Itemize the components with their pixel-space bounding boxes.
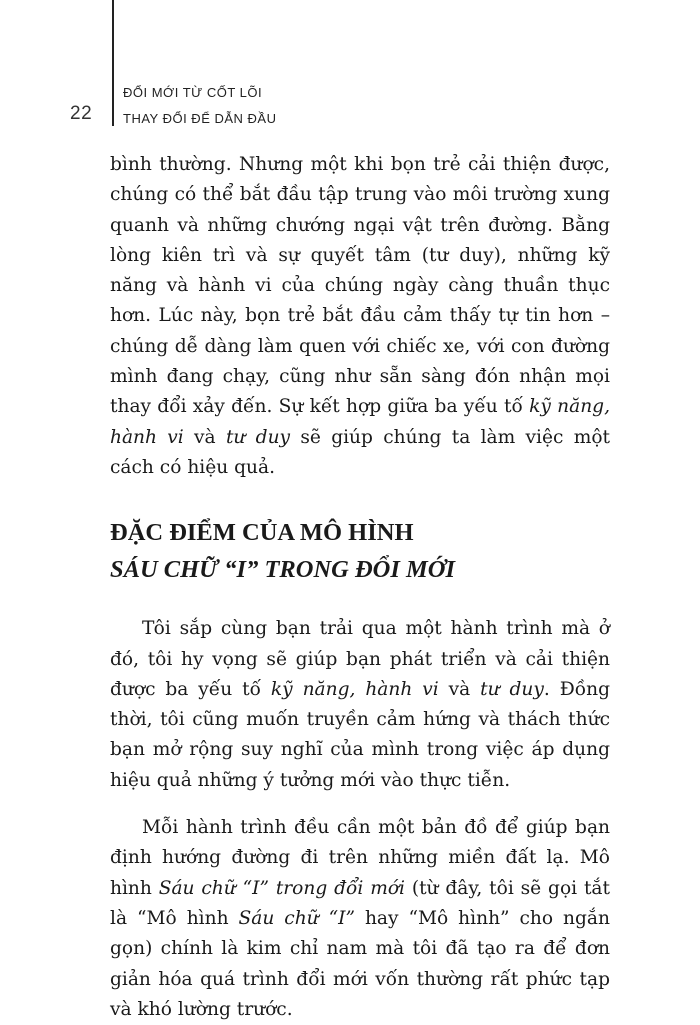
paragraph-1-text-3: sẽ giúp chúng ta làm việc một cách có hiệu quả. — [110, 426, 610, 478]
paragraph-2-text-2: và — [438, 678, 481, 700]
paragraph-1-italic-2: tư duy — [225, 426, 291, 448]
paragraph-2-text-3: . Đồng thời, tôi cũng muốn truyền cảm hứng và thách thức bạn mở rộng suy nghĩ của mình trong việc áp dụng hiệu quả những ý tưởng mới vào thực tiễn. — [110, 678, 610, 791]
paragraph-1-text-1: bình thường. Nhưng một khi bọn trẻ cải thiện được, chúng có thể bắt đầu tập trung vào môi trường xung quanh và những chướng ngại vật trên đường. Bằng lòng kiên trì và sự quyết tâm (tư duy), những kỹ năng và hành vi của chúng ngày càng thuần thục hơn. Lúc này, bọn trẻ bắt đầu cảm thấy tự tin hơn – chúng dễ dàng làm quen với chiếc xe, với con đường mình đang chạy, cũng như sẵn sàng đón nhận mọi thay đổi xảy đến. Sự kết hợp giữa ba yếu tố — [110, 154, 610, 418]
paragraph-3-text-1: Mỗi hành trình đều cần một bản đồ để giúp bạn định hướng đường đi trên những miền đất lạ. Mô hình — [110, 817, 610, 899]
book-title-line1: ĐỔI MỚI TỪ CỐT LÕI — [123, 85, 263, 100]
paragraph-3-italic-1: Sáu chữ “I” trong đổi mới — [158, 877, 405, 899]
paragraph-2-italic-1: kỹ năng, hành vi — [270, 678, 439, 700]
paragraph-2 — [110, 614, 610, 796]
paragraph-2-text-1: Tôi sắp cùng bạn trải qua một hành trình mà ở đó, tôi hy vọng sẽ giúp bạn phát triển và cải thiện được ba yếu tố — [110, 618, 610, 700]
paragraph-2-italic-2: tư duy — [480, 678, 544, 700]
paragraph-3-text-2: (từ đây, tôi sẽ gọi tắt là “Mô hình — [110, 877, 610, 929]
section-heading — [110, 514, 610, 588]
paragraph-1-text-2: và — [183, 426, 226, 448]
book-title-line2: THAY ĐỔI ĐỂ DẪN ĐẦU — [123, 111, 277, 126]
paragraph-1 — [110, 150, 610, 483]
header-divider-line — [112, 0, 114, 126]
section-heading-line2: SÁU CHỮ “I” TRONG ĐỔI MỚI — [110, 556, 456, 584]
page-number: 22 — [70, 103, 93, 124]
section-heading-line1: ĐẶC ĐIỂM CỦA MÔ HÌNH — [110, 519, 414, 547]
paragraph-1-italic-1: kỹ năng, hành vi — [110, 396, 610, 448]
running-head — [123, 80, 276, 132]
page-body — [110, 150, 610, 1025]
paragraph-3-text-3: hay “Mô hình” cho ngắn gọn) chính là kim chỉ nam mà tôi đã tạo ra để đơn giản hóa quá trình đổi mới vốn thường rất phức tạp và khó lường trước. — [110, 907, 610, 1020]
paragraph-3 — [110, 813, 610, 1025]
paragraph-3-italic-2: Sáu chữ “I” — [238, 907, 355, 929]
